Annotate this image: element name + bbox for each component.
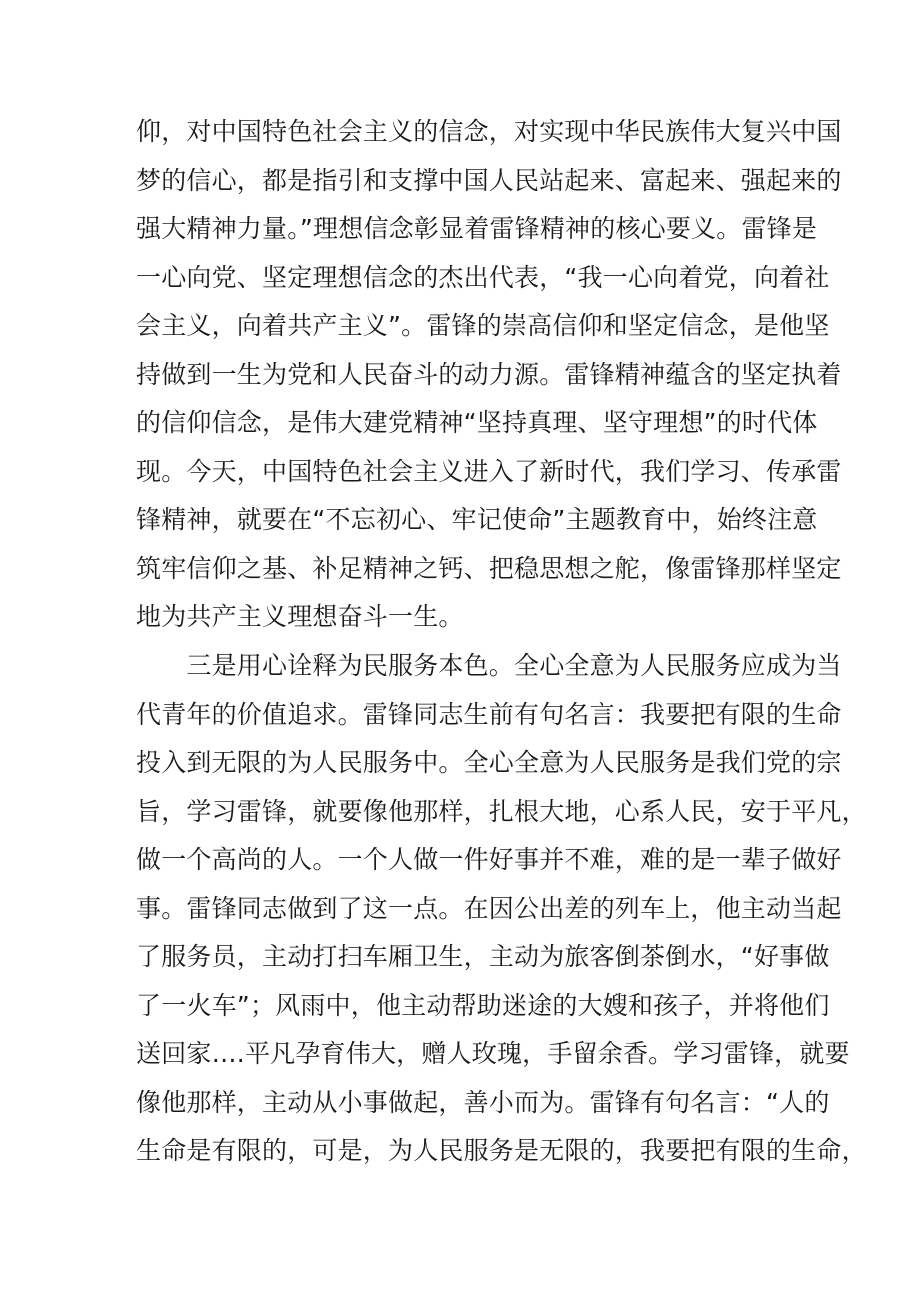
paragraph-2-line: 三是用心诠释为民服务本色。全心全意为人民服务应成为当 bbox=[136, 651, 842, 680]
paragraph-2 bbox=[136, 642, 867, 1176]
paragraph-1 bbox=[136, 108, 842, 642]
paragraph-1-line: 锋精神，就要在“不忘初心、牢记使命”主题教育中，始终注意 bbox=[136, 505, 818, 534]
paragraph-2-line: 送回家….平凡孕育伟大，赠人玫瑰，手留余香。学习雷锋，就要 bbox=[136, 1039, 850, 1068]
paragraph-1-line: 持做到一生为党和人民奋斗的动力源。雷锋精神蕴含的坚定执着 bbox=[136, 359, 842, 389]
paragraph-2-line: 像他那样，主动从小事做起，善小而为。雷锋有句名言：“人的 bbox=[136, 1087, 830, 1117]
paragraph-1-line: 现。今天，中国特色社会主义进入了新时代，我们学习、传承雷 bbox=[136, 456, 842, 486]
paragraph-1-line: 一心向党、坚定理想信念的杰出代表，“我一心向着党，向着社 bbox=[136, 262, 830, 292]
paragraph-1-line: 梦的信心，都是指引和支撑中国人民站起来、富起来、强起来的 bbox=[136, 165, 842, 195]
paragraph-1-line: 的信仰信念，是伟大建党精神“坚持真理、坚守理想”的时代体 bbox=[136, 408, 818, 437]
paragraph-1-line: 筑牢信仰之基、补足精神之钙、把稳思想之舵，像雷锋那样坚定 bbox=[136, 553, 842, 583]
paragraph-2-line: 事。雷锋同志做到了这一点。在因公出差的列车上，他主动当起 bbox=[136, 893, 842, 923]
paragraph-2-line: 了服务员，主动打扫车厢卫生，主动为旅客倒茶倒水，“好事做 bbox=[136, 942, 830, 971]
paragraph-1-line: 仰，对中国特色社会主义的信念，对实现中华民族伟大复兴中国 bbox=[136, 117, 842, 146]
paragraph-1-line: 强大精神力量。”理想信念彰显着雷锋精神的核心要义。雷锋是 bbox=[136, 214, 818, 243]
paragraph-1-line: 地为共产主义理想奋斗一生。 bbox=[136, 602, 464, 631]
paragraph-2-line: 代青年的价值追求。雷锋同志生前有句名言：我要把有限的生命 bbox=[136, 699, 842, 729]
paragraph-2-line: 投入到无限的为人民服务中。全心全意为人民服务是我们党的宗 bbox=[136, 748, 842, 777]
paragraph-2-line: 了一火车”；风雨中，他主动帮助迷途的大嫂和孩子，并将他们 bbox=[136, 990, 830, 1020]
paragraph-2-line: 生命是有限的，可是，为人民服务是无限的，我要把有限的生命， bbox=[136, 1136, 867, 1165]
paragraph-2-line: 旨，学习雷锋，就要像他那样，扎根大地，心系人民，安于平凡， bbox=[136, 796, 867, 826]
paragraph-1-line: 会主义，向着共产主义”。雷锋的崇高信仰和坚定信念，是他坚 bbox=[136, 311, 830, 340]
paragraph-2-line: 做一个高尚的人。一个人做一件好事并不难，难的是一辈子做好 bbox=[136, 845, 842, 874]
